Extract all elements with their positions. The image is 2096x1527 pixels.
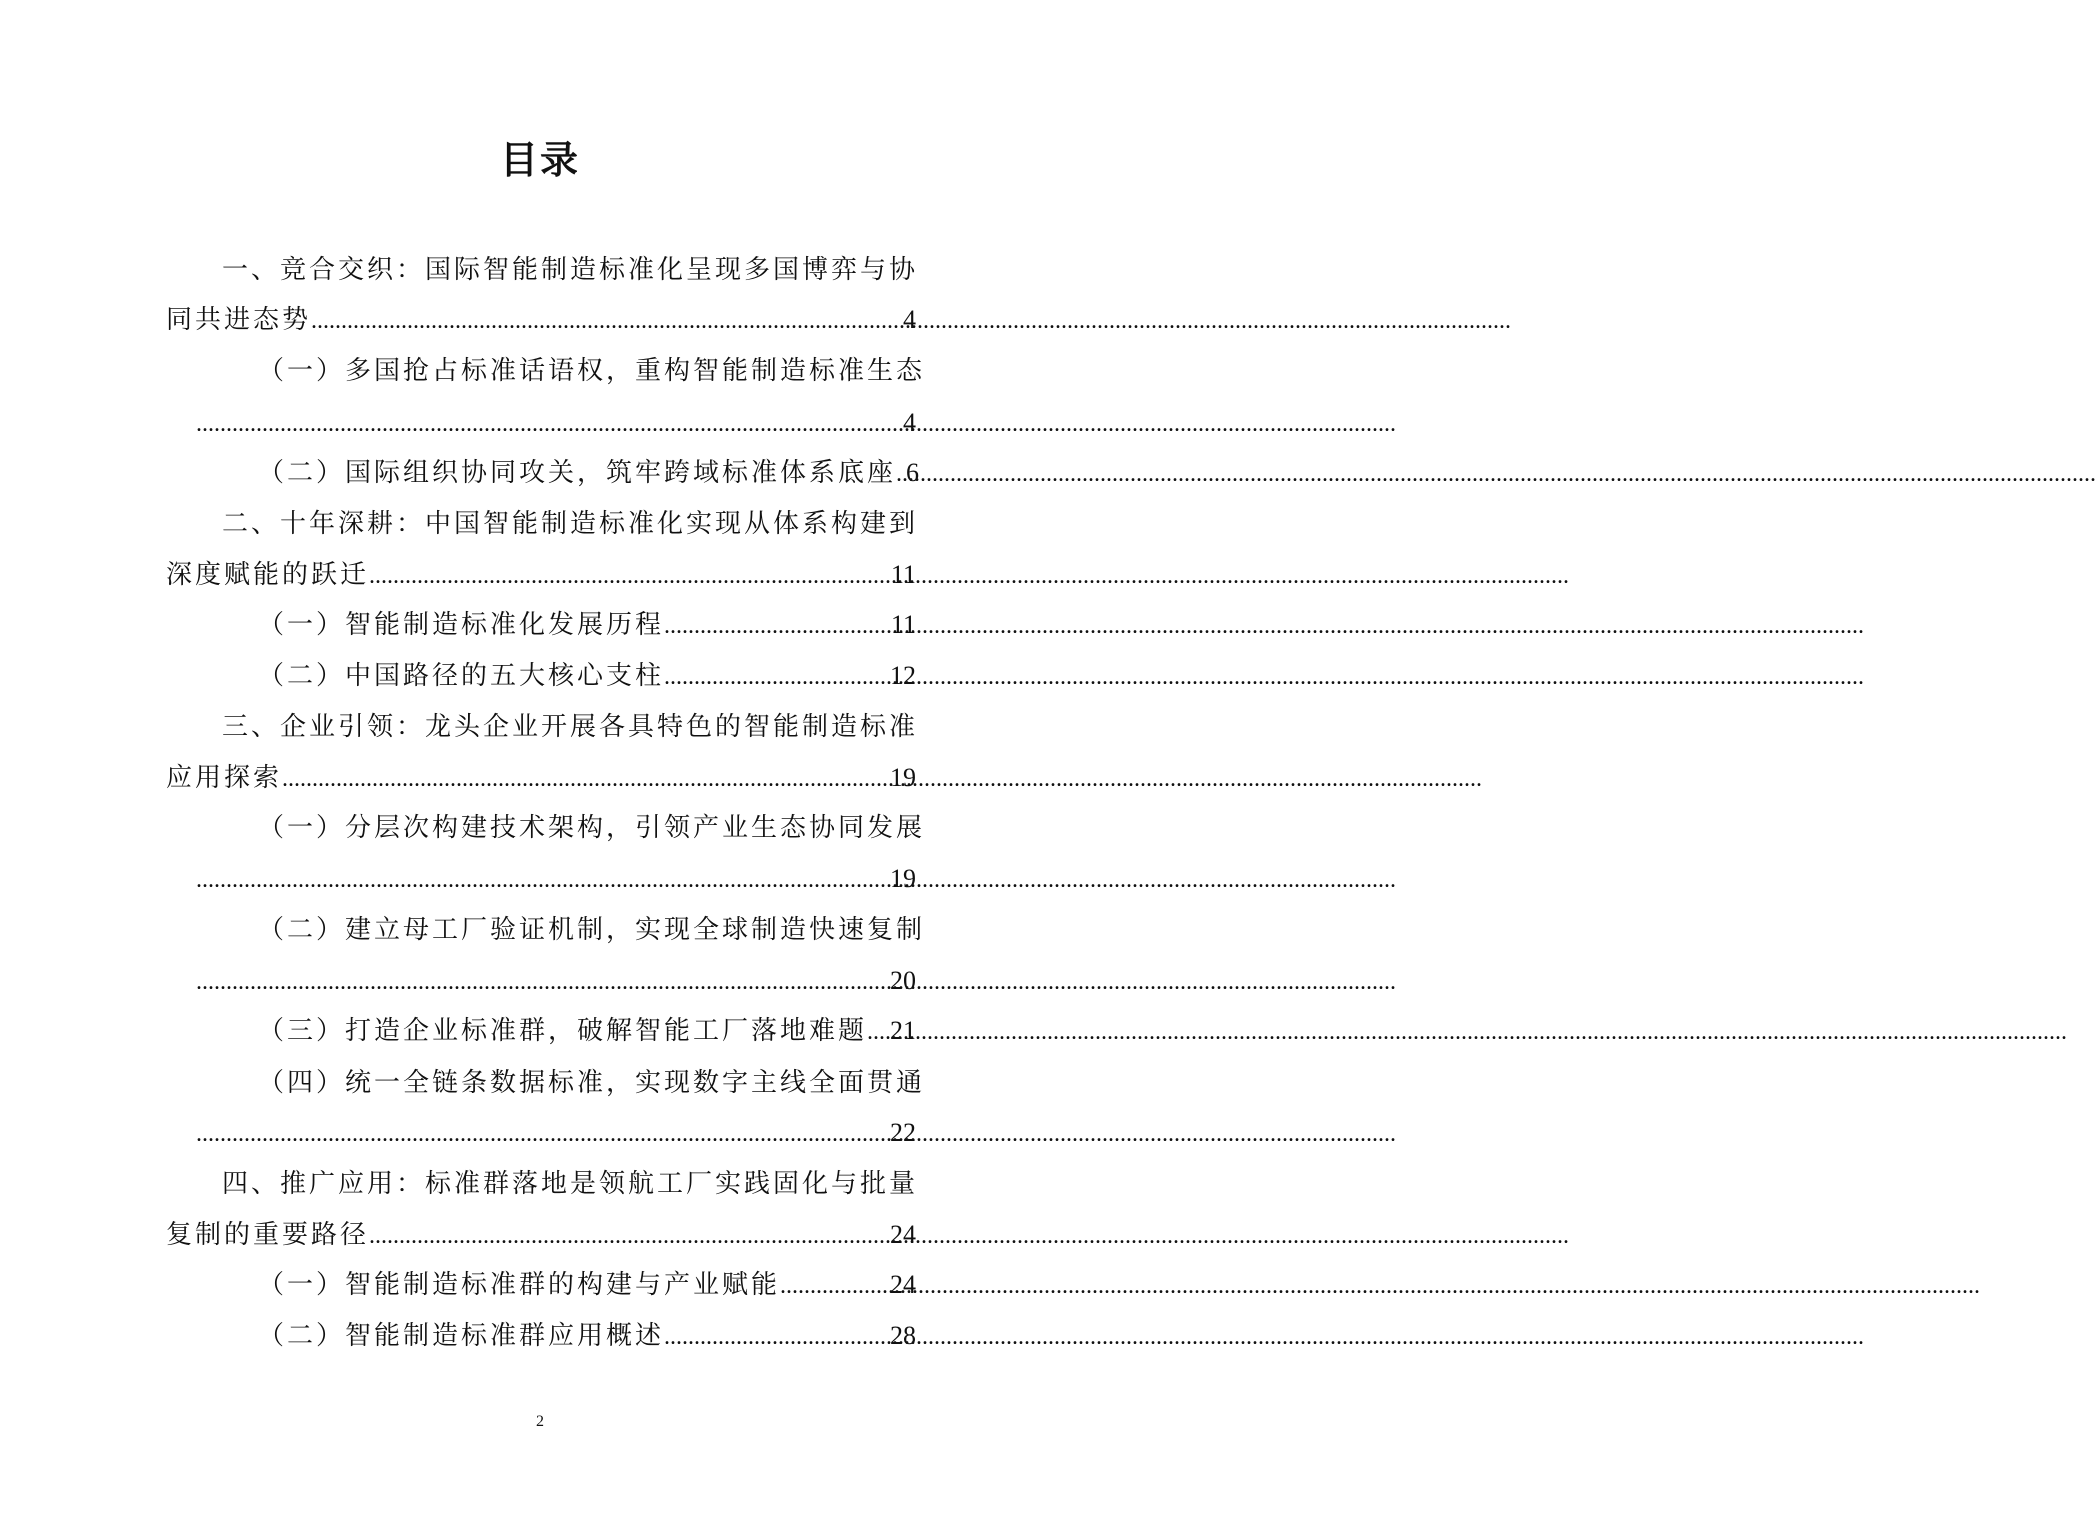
toc-entry-8-line-1[interactable] [0,806,1080,850]
dot-leader [311,299,901,343]
dot-leader [196,402,901,446]
toc-entry-2-line-2[interactable] [196,401,916,445]
toc-page-number: 6 [906,458,920,487]
toc-page-number: 19 [890,864,916,893]
toc-entry-text: 四、推广应用：标准群落地是领航工厂实践固化与批量 [222,1169,919,1199]
toc-page-number: 11 [890,610,916,639]
toc-entry-8-line-2[interactable] [196,857,916,901]
toc-page-number: 12 [890,661,916,690]
dot-leader [664,1315,888,1359]
dot-leader [282,757,888,801]
toc-entry-3[interactable] [258,451,920,495]
toc-page-number: 24 [890,1220,916,1249]
toc-entry-text: （一）智能制造标准群的构建与产业赋能 [258,1270,781,1300]
toc-page-number: 24 [890,1270,916,1299]
toc-entry-text: （二）智能制造标准群应用概述 [258,1321,665,1351]
toc-page-number: 4 [903,305,916,334]
toc-page-number: 28 [890,1321,916,1350]
toc-page-number: 21 [890,1016,916,1045]
toc-entry-1-line-2[interactable] [166,298,916,342]
toc-entry-7-line-2[interactable] [166,756,916,800]
toc-entry-7-line-1[interactable] [0,705,1080,749]
toc-entry-14[interactable] [258,1314,916,1358]
dot-leader [780,1264,888,1308]
page-title: 目录 [499,138,580,182]
toc-entry-text: 二、十年深耕：中国智能制造标准化实现从体系构建到 [222,509,919,539]
dot-leader [196,858,888,902]
dot-leader [867,1010,888,1054]
dot-leader [896,452,904,496]
toc-page-number: 11 [890,560,916,589]
toc-entry-text: （三）打造企业标准群，破解智能工厂落地难题 [258,1016,868,1046]
toc-entry-text: 复制的重要路径 [166,1220,370,1250]
toc-page-number: 4 [903,408,916,437]
toc-entry-text: （一）多国抢占标准话语权，重构智能制造标准生态 [258,356,926,386]
dot-leader [369,1214,888,1258]
toc-entry-9-line-2[interactable] [196,959,916,1003]
dot-leader [664,655,888,699]
toc-entry-10[interactable] [258,1009,916,1053]
toc-entry-11-line-2[interactable] [196,1111,916,1155]
toc-page-number: 19 [890,763,916,792]
toc-entry-4-line-2[interactable] [166,553,916,597]
toc-entry-text: 应用探索 [166,763,283,793]
dot-leader [196,960,888,1004]
toc-entry-2-line-1[interactable] [0,349,1080,393]
toc-entry-6[interactable] [258,654,916,698]
toc-entry-text: （二）建立母工厂验证机制，实现全球制造快速复制 [258,915,926,945]
toc-entry-text: （二）国际组织协同攻关，筑牢跨域标准体系底座 [258,458,897,488]
toc-entry-text: 一、竞合交织：国际智能制造标准化呈现多国博弈与协 [222,255,919,285]
toc-entry-9-line-1[interactable] [0,908,1080,952]
toc-entry-1-line-1[interactable] [0,248,1080,292]
dot-leader [369,554,889,598]
toc-entry-11-line-1[interactable] [0,1061,1080,1105]
toc-entry-text: （四）统一全链条数据标准，实现数字主线全面贯通 [258,1068,926,1098]
toc-entry-5[interactable] [258,603,916,647]
toc-entry-13[interactable] [258,1263,916,1307]
dot-leader [664,604,889,648]
toc-entry-text: 三、企业引领：龙头企业开展各具特色的智能制造标准 [222,712,919,742]
page-number-footer: 2 [536,1413,544,1430]
toc-entry-text: 深度赋能的跃迁 [166,560,370,590]
toc-entry-text: （一）智能制造标准化发展历程 [258,610,665,640]
dot-leader [196,1112,888,1156]
toc-entry-12-line-1[interactable] [0,1162,1080,1206]
toc-entry-12-line-2[interactable] [166,1213,916,1257]
toc-entry-text: （二）中国路径的五大核心支柱 [258,661,665,691]
toc-page-number: 20 [890,966,916,995]
toc-entry-4-line-1[interactable] [0,502,1080,546]
toc-entry-text: 同共进态势 [166,305,312,335]
toc-entry-text: （一）分层次构建技术架构，引领产业生态协同发展 [258,813,926,843]
toc-page-number: 22 [890,1118,916,1147]
